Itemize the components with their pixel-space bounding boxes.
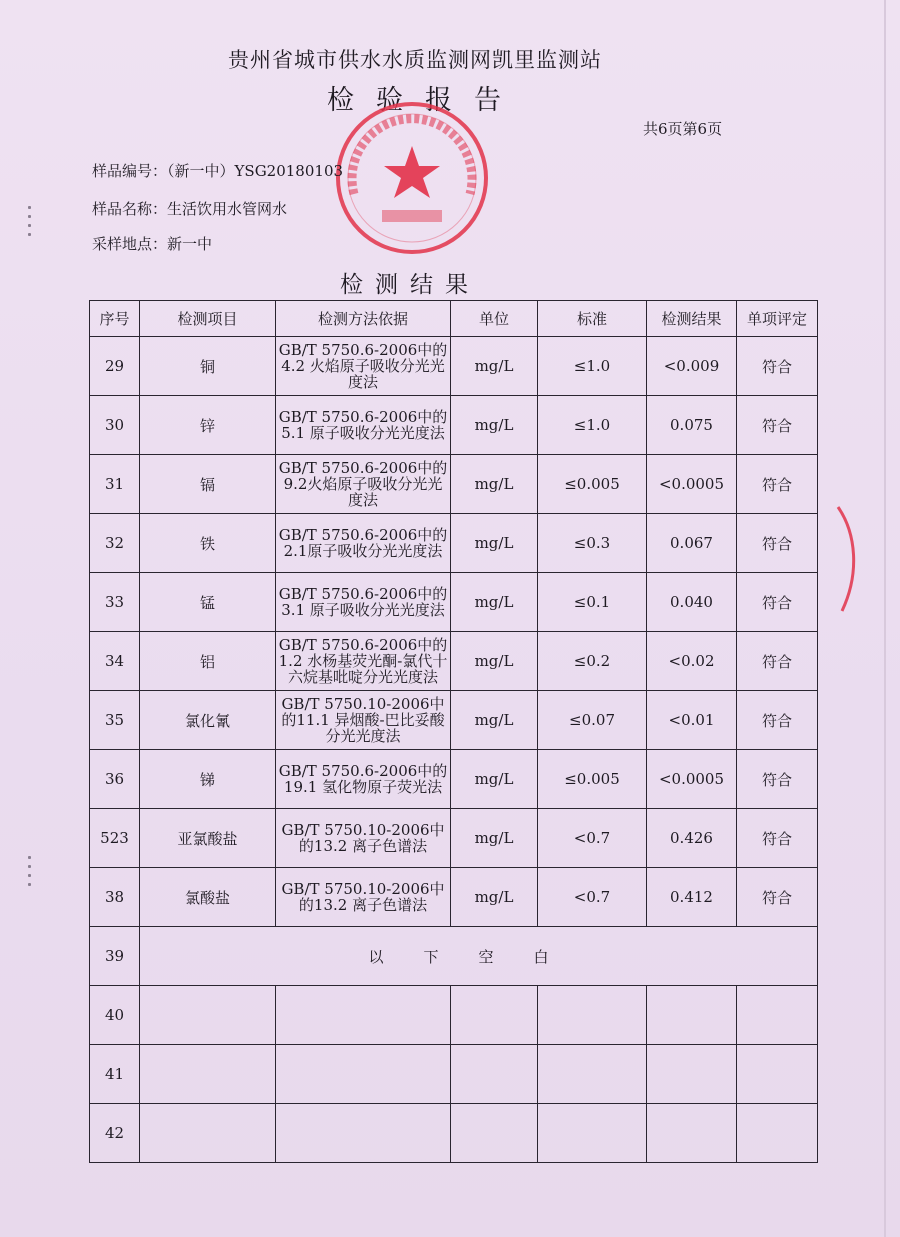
header-verdict: 单项评定 [737, 301, 818, 337]
header-result: 检测结果 [647, 301, 737, 337]
row-standard: ≤0.3 [538, 514, 647, 573]
row-item: 铜 [140, 337, 276, 396]
row-no: 32 [90, 514, 140, 573]
results-table [89, 300, 818, 1163]
table-row [90, 455, 818, 514]
row-no: 34 [90, 632, 140, 691]
row-standard: ≤0.1 [538, 573, 647, 632]
page-count: 共6页第6页 [643, 120, 723, 138]
organization-title: 贵州省城市供水水质监测网凯里监测站 [228, 48, 602, 72]
row-method: GB/T 5750.6-2006中的9.2火焰原子吸收分光光度法 [276, 455, 451, 514]
row-item: 亚氯酸盐 [140, 809, 276, 868]
header-method: 检测方法依据 [276, 301, 451, 337]
row-standard: ≤0.07 [538, 691, 647, 750]
row-no: 30 [90, 396, 140, 455]
sample-number-row [92, 160, 343, 181]
row-method: GB/T 5750.10-2006中的11.1 异烟酸-巴比妥酸分光光度法 [276, 691, 451, 750]
sample-name-row [92, 198, 287, 219]
row-unit: mg/L [451, 868, 538, 927]
table-row [90, 691, 818, 750]
empty-row [90, 1104, 818, 1163]
row-unit: mg/L [451, 337, 538, 396]
row-result: <0.0005 [647, 455, 737, 514]
row-verdict: 符合 [737, 809, 818, 868]
row-no: 523 [90, 809, 140, 868]
table-row [90, 573, 818, 632]
page-edge [884, 0, 886, 1237]
row-no: 29 [90, 337, 140, 396]
table-row [90, 750, 818, 809]
document-title: 检验报告 [327, 85, 523, 116]
row-verdict: 符合 [737, 455, 818, 514]
sampling-location-label: 采样地点： [92, 235, 168, 253]
row-method: GB/T 5750.6-2006中的4.2 火焰原子吸收分光光度法 [276, 337, 451, 396]
binding-marks [28, 850, 34, 892]
row-no: 39 [90, 927, 140, 986]
row-no: 41 [90, 1045, 140, 1104]
row-item: 铝 [140, 632, 276, 691]
row-item: 铁 [140, 514, 276, 573]
sampling-location-value: 新一中 [167, 235, 213, 253]
row-item: 镉 [140, 455, 276, 514]
row-method: GB/T 5750.6-2006中的19.1 氢化物原子荧光法 [276, 750, 451, 809]
table-header-row [90, 301, 818, 337]
row-no: 31 [90, 455, 140, 514]
empty-row [90, 986, 818, 1045]
row-unit: mg/L [451, 455, 538, 514]
header-item: 检测项目 [140, 301, 276, 337]
sample-number-value: （新一中）YSG20180103 [167, 162, 344, 180]
row-unit: mg/L [451, 691, 538, 750]
row-verdict: 符合 [737, 691, 818, 750]
seam-stamp-mark-icon [834, 503, 864, 615]
binding-marks [28, 200, 34, 242]
row-verdict: 符合 [737, 396, 818, 455]
table-row [90, 514, 818, 573]
blank-note-row [90, 927, 818, 986]
row-standard: ≤1.0 [538, 337, 647, 396]
table-row [90, 809, 818, 868]
row-method: GB/T 5750.6-2006中的1.2 水杨基荧光酮-氯代十六烷基吡啶分光光度法 [276, 632, 451, 691]
row-verdict: 符合 [737, 868, 818, 927]
row-no: 38 [90, 868, 140, 927]
row-unit: mg/L [451, 514, 538, 573]
row-unit: mg/L [451, 809, 538, 868]
row-method: GB/T 5750.6-2006中的3.1 原子吸收分光光度法 [276, 573, 451, 632]
row-unit: mg/L [451, 396, 538, 455]
row-no: 36 [90, 750, 140, 809]
row-no: 40 [90, 986, 140, 1045]
row-item: 锑 [140, 750, 276, 809]
row-result: <0.02 [647, 632, 737, 691]
header-unit: 单位 [451, 301, 538, 337]
table-row [90, 337, 818, 396]
row-result: 0.040 [647, 573, 737, 632]
row-standard: <0.7 [538, 868, 647, 927]
table-row [90, 396, 818, 455]
row-standard: <0.7 [538, 809, 647, 868]
row-unit: mg/L [451, 573, 538, 632]
row-result: <0.009 [647, 337, 737, 396]
row-verdict: 符合 [737, 573, 818, 632]
blank-note: 以下空白 [140, 927, 818, 986]
sampling-location-row [92, 233, 212, 254]
row-method: GB/T 5750.6-2006中的2.1原子吸收分光光度法 [276, 514, 451, 573]
official-seal-icon [332, 98, 492, 258]
sample-name-value: 生活饮用水管网水 [167, 200, 288, 218]
row-unit: mg/L [451, 632, 538, 691]
row-unit: mg/L [451, 750, 538, 809]
row-method: GB/T 5750.6-2006中的5.1 原子吸收分光光度法 [276, 396, 451, 455]
row-item: 氯酸盐 [140, 868, 276, 927]
row-verdict: 符合 [737, 750, 818, 809]
row-item: 氯化氰 [140, 691, 276, 750]
row-standard: ≤1.0 [538, 396, 647, 455]
row-item: 锌 [140, 396, 276, 455]
table-row [90, 632, 818, 691]
row-verdict: 符合 [737, 514, 818, 573]
row-result: 0.426 [647, 809, 737, 868]
row-result: <0.0005 [647, 750, 737, 809]
row-standard: ≤0.005 [538, 455, 647, 514]
row-standard: ≤0.2 [538, 632, 647, 691]
row-verdict: 符合 [737, 337, 818, 396]
results-heading: 检测结果 [340, 272, 480, 298]
header-standard: 标准 [538, 301, 647, 337]
empty-row [90, 1045, 818, 1104]
table-row [90, 868, 818, 927]
row-method: GB/T 5750.10-2006中的13.2 离子色谱法 [276, 809, 451, 868]
row-item: 锰 [140, 573, 276, 632]
row-result: 0.075 [647, 396, 737, 455]
row-result: 0.412 [647, 868, 737, 927]
row-method: GB/T 5750.10-2006中的13.2 离子色谱法 [276, 868, 451, 927]
row-no: 33 [90, 573, 140, 632]
row-verdict: 符合 [737, 632, 818, 691]
header-no: 序号 [90, 301, 140, 337]
row-result: <0.01 [647, 691, 737, 750]
row-result: 0.067 [647, 514, 737, 573]
sample-number-label: 样品编号： [92, 162, 168, 180]
row-standard: ≤0.005 [538, 750, 647, 809]
row-no: 42 [90, 1104, 140, 1163]
row-no: 35 [90, 691, 140, 750]
sample-name-label: 样品名称： [92, 200, 168, 218]
